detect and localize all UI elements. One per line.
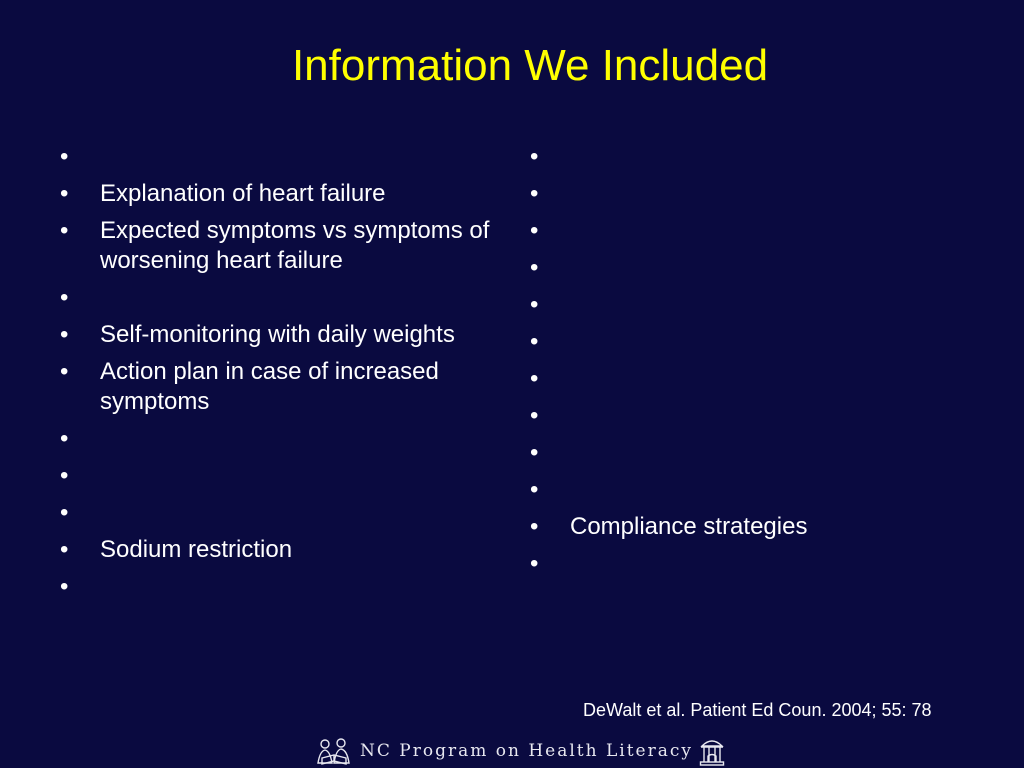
bullet-icon: • <box>60 462 69 489</box>
list-item <box>530 512 970 542</box>
list-item <box>60 142 490 172</box>
bullet-icon: • <box>530 365 539 392</box>
bullet-icon: • <box>60 536 69 563</box>
bullet-icon: • <box>530 291 539 318</box>
footer-program-name: NC Program on Health Literacy <box>360 741 693 761</box>
list-item <box>60 498 490 528</box>
bullet-icon: • <box>60 284 69 311</box>
list-item <box>60 179 490 209</box>
list-item <box>60 461 490 491</box>
list-item <box>60 283 490 313</box>
bullet-icon: • <box>530 402 539 429</box>
list-item <box>60 357 490 417</box>
list-item-text: Compliance strategies <box>570 513 808 540</box>
list-item <box>530 438 970 468</box>
bullet-icon: • <box>530 254 539 281</box>
list-item <box>60 216 490 276</box>
right-bullet-list <box>530 142 970 586</box>
bullet-icon: • <box>60 425 69 452</box>
bullet-icon: • <box>530 143 539 170</box>
list-item <box>530 549 970 579</box>
list-item-text: Explanation of heart failure <box>100 180 386 207</box>
list-item-text: Expected symptoms vs symptoms of worsening heart failure <box>100 217 490 274</box>
bullet-icon: • <box>60 321 69 348</box>
list-item <box>60 535 490 565</box>
bullet-icon: • <box>530 550 539 577</box>
list-item <box>530 401 970 431</box>
list-item <box>530 179 970 209</box>
bullet-icon: • <box>530 328 539 355</box>
list-item-text: Self-monitoring with daily weights <box>100 321 455 348</box>
bullet-icon: • <box>60 180 69 207</box>
readers-logo-icon <box>314 736 354 766</box>
bullet-icon: • <box>60 217 69 244</box>
list-item <box>530 327 970 357</box>
citation: DeWalt et al. Patient Ed Coun. 2004; 55: 78 <box>583 700 932 720</box>
list-item <box>60 572 490 602</box>
footer-branding <box>314 734 725 768</box>
bullet-icon: • <box>530 217 539 244</box>
bullet-icon: • <box>60 143 69 170</box>
slide-title: Information We Included <box>291 41 769 90</box>
bullet-icon: • <box>530 180 539 207</box>
bullet-icon: • <box>60 358 69 385</box>
list-item <box>60 424 490 454</box>
list-item <box>60 320 490 350</box>
list-item-text: Action plan in case of increased symptoms <box>100 358 439 415</box>
list-item <box>530 216 970 246</box>
bullet-icon: • <box>530 439 539 466</box>
list-item <box>530 364 970 394</box>
list-item <box>530 253 970 283</box>
list-item-text: Sodium restriction <box>100 536 293 563</box>
bullet-icon: • <box>60 499 69 526</box>
list-item <box>530 475 970 505</box>
list-item <box>530 142 970 172</box>
bullet-icon: • <box>530 476 539 503</box>
left-bullet-list <box>60 142 490 609</box>
bullet-icon: • <box>530 513 539 540</box>
old-well-logo-icon <box>699 735 725 767</box>
bullet-icon: • <box>60 573 69 600</box>
list-item <box>530 290 970 320</box>
